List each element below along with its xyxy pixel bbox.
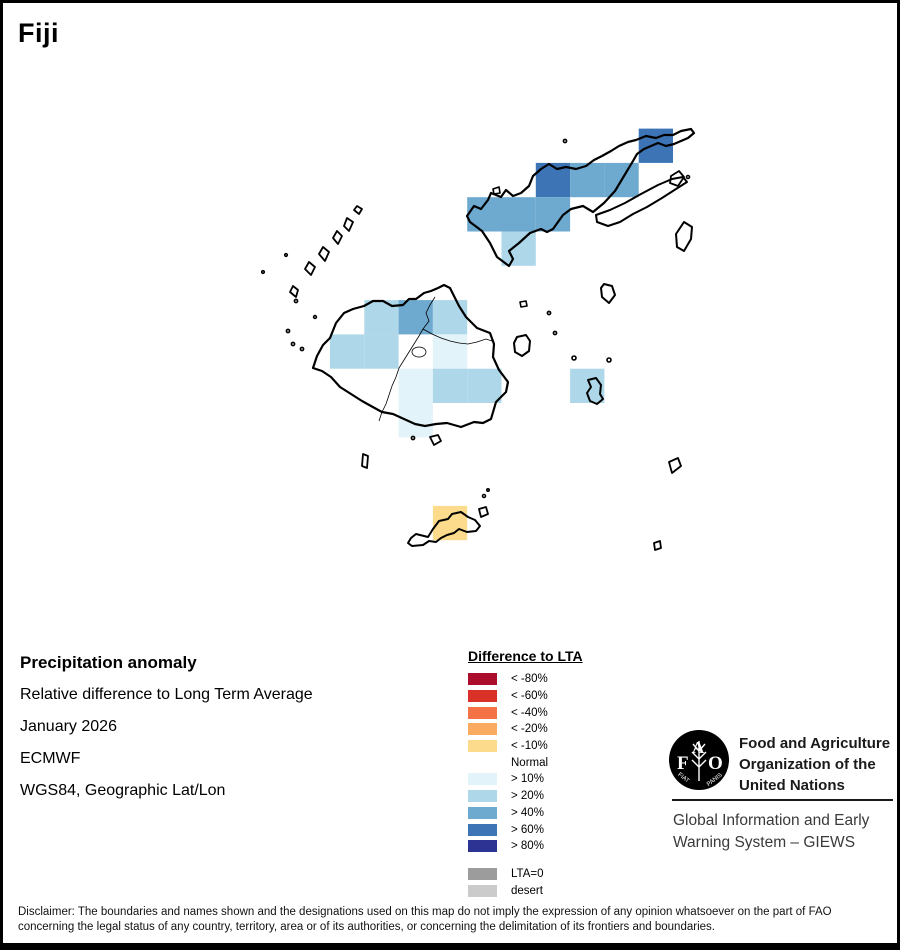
legend-swatch-gt80 bbox=[468, 840, 497, 852]
legend-label-normal: Normal bbox=[511, 756, 549, 769]
legend-label-gt10: > 10% bbox=[511, 773, 544, 786]
legend-row-lt80 bbox=[468, 671, 658, 688]
fao-logo-motto-fiat: FIAT bbox=[676, 771, 690, 785]
coastline-koro bbox=[601, 284, 615, 303]
coastline-moala bbox=[669, 458, 681, 473]
legend-swatch-lta0 bbox=[468, 868, 497, 880]
legend-label-lt80: < -80% bbox=[511, 673, 548, 686]
map-info-subtitle: Relative difference to Long Term Average bbox=[20, 686, 313, 703]
map-cell bbox=[570, 369, 604, 403]
map-cell bbox=[364, 334, 398, 368]
coastline-taveuni bbox=[676, 222, 692, 251]
legend-row-lt40 bbox=[468, 704, 658, 721]
map-cell bbox=[502, 197, 536, 231]
legend-row-lta0 bbox=[468, 866, 658, 883]
legend-swatch-gt20 bbox=[468, 790, 497, 802]
anomaly-cells-layer bbox=[330, 129, 673, 541]
legend-row-gt10 bbox=[468, 771, 658, 788]
map-info-date: January 2026 bbox=[20, 718, 117, 735]
legend-label-lta0: LTA=0 bbox=[511, 867, 544, 880]
fao-org-name: Food and Agriculture Organization of the United Nations bbox=[739, 735, 891, 794]
legend-swatch-lt80 bbox=[468, 673, 497, 685]
map-info-block bbox=[20, 653, 313, 814]
legend-items bbox=[468, 671, 658, 899]
legend-label-gt60: > 60% bbox=[511, 823, 544, 836]
map-info-projection: WGS84, Geographic Lat/Lon bbox=[20, 782, 226, 799]
coastline-vatulele bbox=[362, 454, 368, 468]
legend-row-lt20 bbox=[468, 721, 658, 738]
coastline-ovalau bbox=[514, 335, 530, 356]
map-cell bbox=[433, 369, 467, 403]
legend-swatch-gt40 bbox=[468, 807, 497, 819]
fao-logo-motto-panis: PANIS bbox=[706, 772, 724, 788]
fao-separator-line bbox=[672, 799, 893, 801]
map-info-heading: Precipitation anomaly bbox=[20, 653, 197, 672]
legend-title: Difference to LTA bbox=[468, 648, 583, 664]
map-cell bbox=[502, 232, 536, 266]
map-cell bbox=[433, 334, 467, 368]
disclaimer-line-2: concerning the legal status of any country, territory, area or of its authorities, or concerning the delimitation of its frontiers and boundaries. bbox=[18, 921, 715, 933]
legend-row-lt10 bbox=[468, 738, 658, 755]
map-cell bbox=[399, 403, 433, 437]
map-info-source: ECMWF bbox=[20, 750, 81, 767]
legend-label-lt20: < -20% bbox=[511, 723, 548, 736]
coastline-totoya bbox=[654, 541, 661, 550]
legend-row-gt20 bbox=[468, 788, 658, 805]
legend-swatch-lt60 bbox=[468, 690, 497, 702]
map-cell bbox=[330, 334, 364, 368]
legend-swatch-gt60 bbox=[468, 824, 497, 836]
legend-label-gt80: > 80% bbox=[511, 840, 544, 853]
map-cell bbox=[467, 369, 501, 403]
coastline-ono bbox=[479, 507, 488, 517]
legend-swatch-lt40 bbox=[468, 707, 497, 719]
legend-swatch-lt20 bbox=[468, 723, 497, 735]
page-title: Fiji bbox=[18, 18, 59, 48]
disclaimer-text bbox=[18, 905, 886, 935]
admin-boundary-lake bbox=[412, 347, 426, 357]
disclaimer-line-1: Disclaimer: The boundaries and names shown and the designations used on this map do not imply the expression of any opinion whatsoever on the part of FAO bbox=[18, 906, 832, 918]
legend-swatch-normal bbox=[468, 757, 497, 769]
legend-label-lt40: < -40% bbox=[511, 706, 548, 719]
legend-label-gt40: > 40% bbox=[511, 806, 544, 819]
legend-label-gt20: > 20% bbox=[511, 790, 544, 803]
legend-row-gt60 bbox=[468, 821, 658, 838]
legend-label-desert: desert bbox=[511, 884, 543, 897]
fao-logo-letter-f: F bbox=[677, 753, 689, 774]
legend-row-lt60 bbox=[468, 688, 658, 705]
fao-logo-letter-o: O bbox=[708, 753, 723, 774]
fao-logo-letter-a: A bbox=[692, 738, 705, 757]
map-cell bbox=[399, 369, 433, 403]
legend-row-normal bbox=[468, 754, 658, 771]
giews-caption: Global Information and Early Warning System – GIEWS bbox=[673, 812, 870, 851]
coastline-beqa bbox=[430, 435, 441, 445]
legend bbox=[468, 648, 658, 899]
legend-label-lt60: < -60% bbox=[511, 690, 548, 703]
legend-swatch-gt10 bbox=[468, 773, 497, 785]
map-cell bbox=[433, 300, 467, 334]
legend-label-lt10: < -10% bbox=[511, 740, 548, 753]
coastline-yasawa-chain bbox=[290, 206, 362, 297]
fao-logo-icon bbox=[668, 729, 730, 791]
legend-row-gt40 bbox=[468, 805, 658, 822]
map-cell bbox=[467, 197, 501, 231]
legend-swatch-desert bbox=[468, 885, 497, 897]
legend-row-desert bbox=[468, 882, 658, 899]
legend-swatch-lt10 bbox=[468, 740, 497, 752]
legend-row-gt80 bbox=[468, 838, 658, 855]
